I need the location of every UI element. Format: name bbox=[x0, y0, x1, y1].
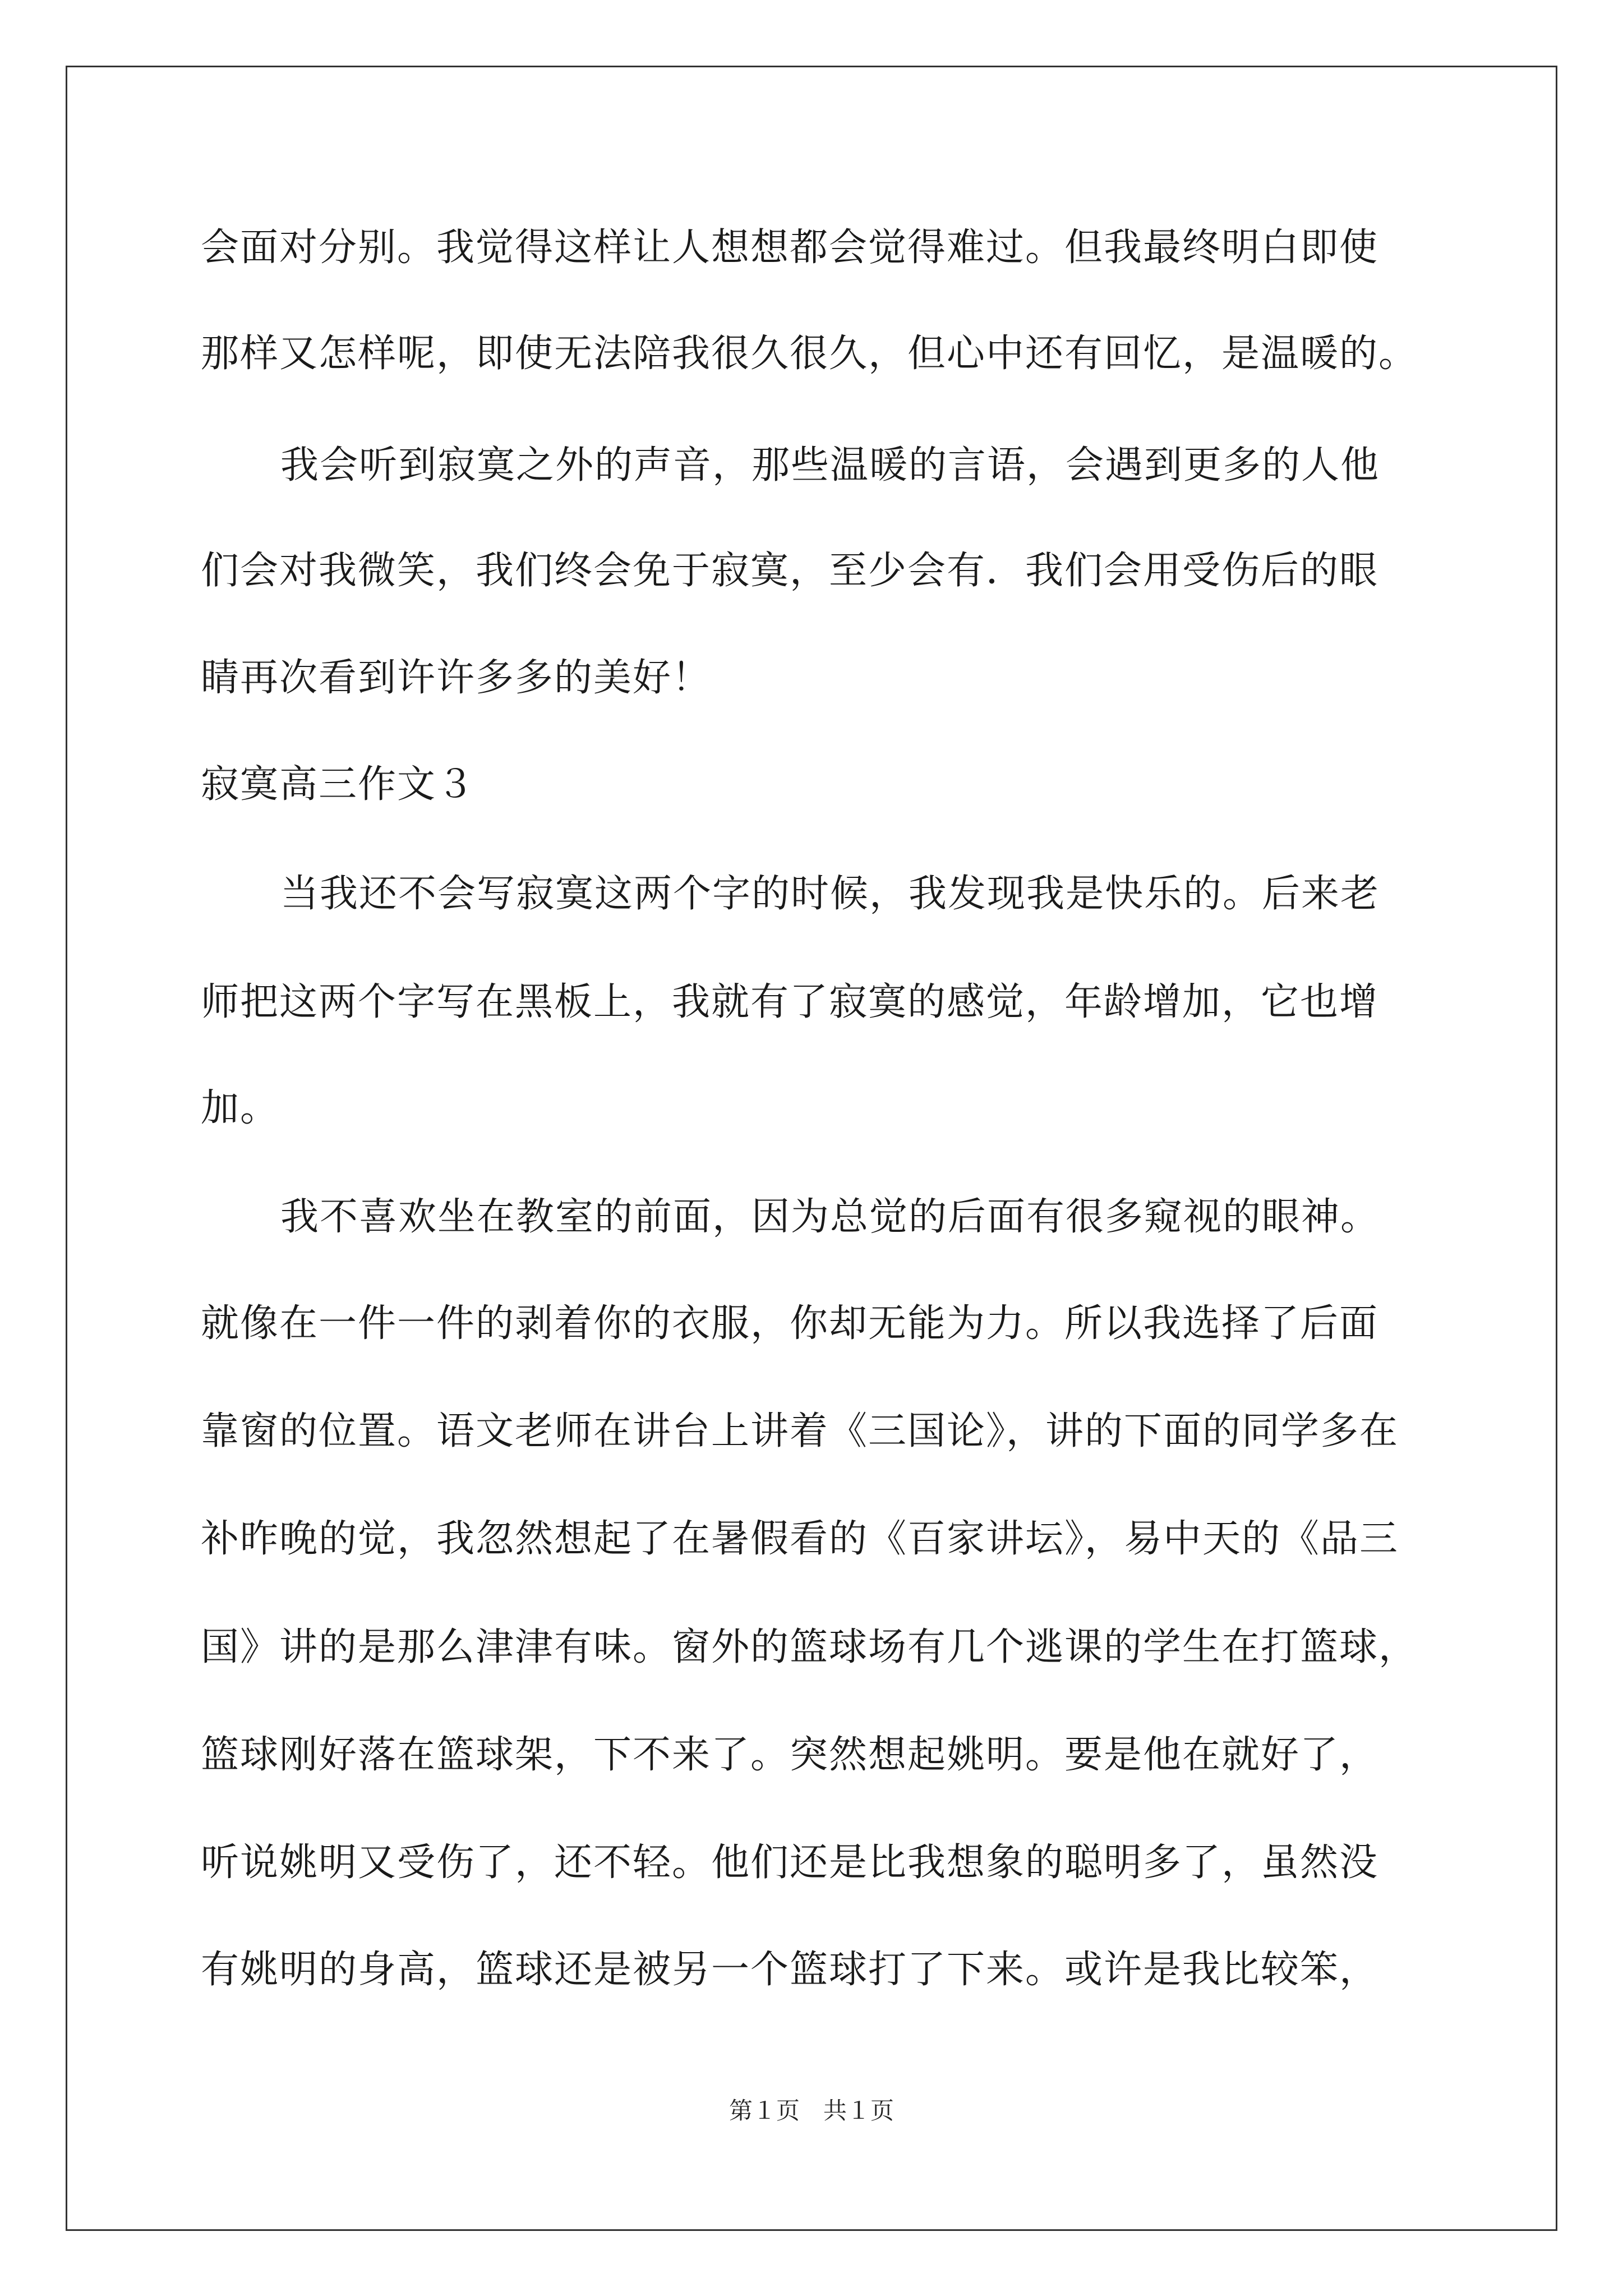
text-line-12: 靠窗的位置。语文老师在讲台上讲着《三国论》，讲的下面的同学多在 bbox=[201, 1409, 1399, 1453]
text-line-16: 听说姚明又受伤了，还不轻。他们还是比我想象的聪明多了，虽然没 bbox=[201, 1841, 1379, 1885]
page-border bbox=[66, 66, 1557, 2231]
text-line-7: 当我还不会写寂寞这两个字的时候，我发现我是快乐的。后来老 bbox=[280, 872, 1380, 916]
text-line-14: 国》讲的是那么津津有味。窗外的篮球场有几个逃课的学生在打篮球， bbox=[201, 1625, 1418, 1669]
text-line-2: 那样又怎样呢，即使无法陪我很久很久，但心中还有回忆，是温暖的。 bbox=[201, 332, 1418, 376]
text-line-1: 会面对分别。我觉得这样让人想想都会觉得难过。但我最终明白即使 bbox=[201, 226, 1379, 270]
section-heading: 寂寞高三作文３ bbox=[201, 762, 476, 807]
text-line-9: 加。 bbox=[201, 1086, 280, 1130]
text-line-5: 睛再次看到许许多多的美好！ bbox=[201, 656, 712, 700]
text-line-4: 们会对我微笑，我们终会免于寂寞，至少会有．我们会用受伤后的眼 bbox=[201, 549, 1379, 593]
page-footer: 第１页 共１页 bbox=[728, 2097, 894, 2124]
text-line-10: 我不喜欢坐在教室的前面，因为总觉的后面有很多窥视的眼神。 bbox=[280, 1195, 1380, 1239]
text-line-17: 有姚明的身高，篮球还是被另一个篮球打了下来。或许是我比较笨， bbox=[201, 1948, 1379, 1992]
text-line-15: 篮球刚好落在篮球架，下不来了。突然想起姚明。要是他在就好了， bbox=[201, 1733, 1379, 1777]
text-line-13: 补昨晚的觉，我忽然想起了在暑假看的《百家讲坛》，易中天的《品三 bbox=[201, 1517, 1399, 1561]
text-line-3: 我会听到寂寞之外的声音，那些温暖的言语，会遇到更多的人他 bbox=[280, 443, 1380, 487]
text-line-11: 就像在一件一件的剥着你的衣服，你却无能为力。所以我选择了后面 bbox=[201, 1301, 1379, 1346]
text-line-8: 师把这两个字写在黑板上，我就有了寂寞的感觉，年龄增加，它也增 bbox=[201, 980, 1379, 1024]
